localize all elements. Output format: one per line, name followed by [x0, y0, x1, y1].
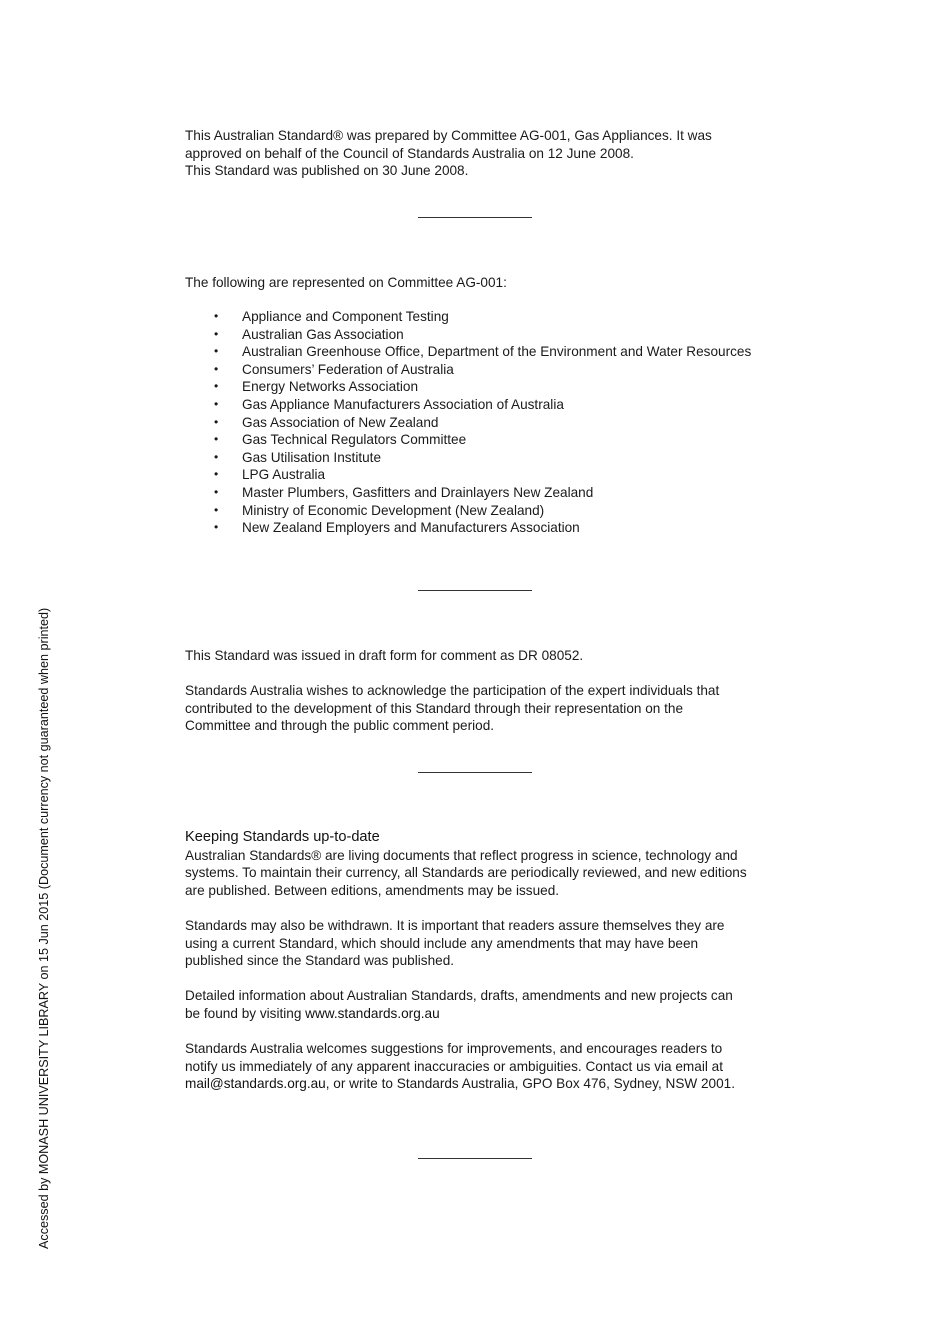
- list-item: • Master Plumbers, Gasfitters and Drainlayers New Zealand: [214, 484, 594, 500]
- list-item: • Gas Technical Regulators Committee: [214, 432, 467, 448]
- bullet-icon: •: [214, 502, 219, 517]
- committee-member-list: [185, 308, 775, 537]
- list-item: • Consumers’ Federation of Australia: [214, 361, 454, 377]
- bullet-icon: •: [214, 396, 219, 411]
- bullet-icon: •: [214, 344, 219, 359]
- keeping-p2-line-2: using a current Standard, which should include any amendments that may have been: [185, 935, 699, 951]
- list-item: • Australian Greenhouse Office, Department of the Environment and Water Resources: [214, 344, 752, 360]
- committee-section: [185, 274, 775, 292]
- section-divider: [418, 217, 532, 218]
- keeping-p1-line-3: are published. Between editions, amendments may be issued.: [185, 882, 560, 898]
- keeping-p3-line-2: be found by visiting www.standards.org.au: [185, 1005, 440, 1021]
- list-item: • Appliance and Component Testing: [214, 309, 449, 324]
- list-item: • Gas Association of New Zealand: [214, 414, 439, 430]
- section-divider: [418, 1158, 532, 1159]
- section-divider: [418, 590, 532, 591]
- keeping-p1-line-1: Australian Standards® are living documents that reflect progress in science, technology and: [185, 847, 738, 863]
- acknowledgement-line-2: contributed to the development of this Standard through their representation on the: [185, 700, 684, 716]
- bullet-icon: •: [214, 467, 219, 482]
- draft-line: This Standard was issued in draft form for comment as DR 08052.: [185, 648, 584, 663]
- list-item: • Australian Gas Association: [214, 326, 404, 342]
- keeping-p2-line-1: Standards may also be withdrawn. It is important that readers assure themselves they are: [185, 917, 725, 933]
- acknowledgement-line-1: Standards Australia wishes to acknowledge the participation of the expert individuals that: [185, 683, 720, 699]
- draft-section: [185, 647, 775, 735]
- acknowledgement-line-3: Committee and through the public comment period.: [185, 718, 495, 734]
- intro-line-3: This Standard was published on 30 June 2008.: [185, 163, 469, 179]
- section-divider: [418, 772, 532, 773]
- bullet-icon: •: [214, 326, 219, 341]
- keeping-standards-section: [185, 829, 775, 1093]
- bullet-icon: •: [214, 414, 219, 429]
- keeping-p1-line-2: systems. To maintain their currency, all Standards are periodically reviewed, and new editions: [185, 865, 747, 881]
- list-item: • Energy Networks Association: [214, 379, 419, 395]
- intro-line-1: This Australian Standard® was prepared by Committee AG-001, Gas Appliances. It was: [185, 128, 712, 143]
- contact-email-link[interactable]: mail@standards.org.au: [185, 1076, 326, 1092]
- bullet-icon: •: [214, 520, 219, 535]
- committee-members: [185, 308, 775, 537]
- intro-paragraph: [185, 127, 775, 180]
- committee-heading: The following are represented on Committee AG-001:: [185, 275, 507, 290]
- intro-line-2: approved on behalf of the Council of Standards Australia on 12 June 2008.: [185, 145, 634, 161]
- keeping-p4-line-3: mail@standards.org.au, or write to Standards Australia, GPO Box 476, Sydney, NSW 2001.: [185, 1076, 736, 1092]
- bullet-icon: •: [214, 361, 219, 376]
- list-item: • LPG Australia: [214, 467, 326, 483]
- list-item: • New Zealand Employers and Manufacturers Association: [214, 520, 580, 536]
- keeping-p2-line-3: published since the Standard was published.: [185, 953, 455, 969]
- keeping-p4-line-1: Standards Australia welcomes suggestions for improvements, and encourages readers to: [185, 1041, 723, 1057]
- list-item: • Gas Utilisation Institute: [214, 449, 382, 465]
- keeping-p4-line-2: notify us immediately of any apparent inaccuracies or ambiguities. Contact us via email at: [185, 1058, 723, 1074]
- list-item: • Gas Appliance Manufacturers Association of Australia: [214, 396, 564, 412]
- bullet-icon: •: [214, 484, 219, 499]
- bullet-icon: •: [214, 449, 219, 464]
- bullet-icon: •: [214, 432, 219, 447]
- list-item: • Ministry of Economic Development (New Zealand): [214, 502, 545, 518]
- bullet-icon: •: [214, 309, 219, 323]
- section-title: Keeping Standards up-to-date: [185, 829, 380, 845]
- keeping-p3-line-1: Detailed information about Australian Standards, drafts, amendments and new projects can: [185, 988, 733, 1004]
- standards-website-link[interactable]: www.standards.org.au: [305, 1005, 440, 1021]
- bullet-icon: •: [214, 379, 219, 394]
- access-watermark: Accessed by MONASH UNIVERSITY LIBRARY on 15 Jun 2015 (Document currency not guaranteed when printed): [37, 607, 51, 1249]
